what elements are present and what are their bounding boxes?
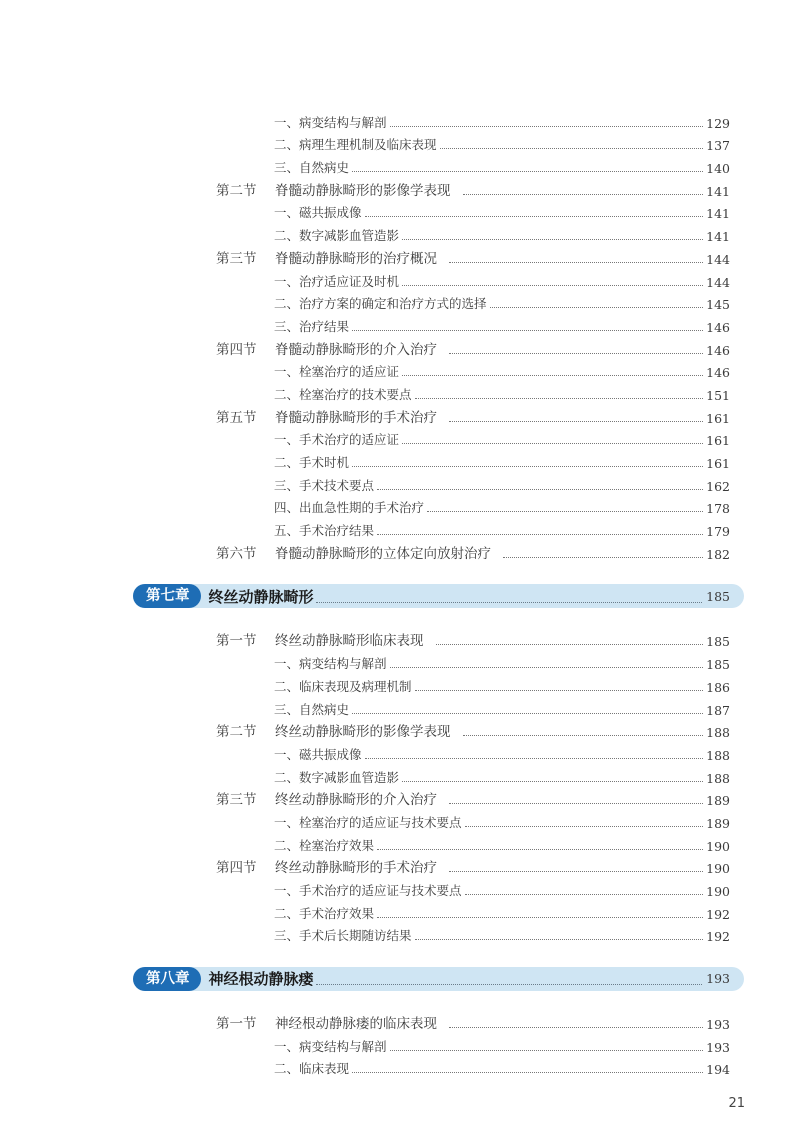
subsection-entry [0,899,800,922]
section-label [216,338,437,358]
subsection-title: 三、自然病史 [274,701,350,717]
subsection-title: 二、栓塞治疗的技术要点 [274,386,412,402]
subsection-title: 二、临床表现 [274,1061,350,1077]
subsection-title: 二、手术治疗效果 [274,905,375,921]
subsection-entry [0,1032,800,1055]
chapter-bar [133,584,744,608]
section-title: 神经根动静脉瘘的临床表现 [275,1016,437,1033]
subsection-page-number: 192 [706,929,730,945]
dot-leader [449,421,703,422]
subsection-page-number: 161 [706,433,730,449]
section-page-number: 185 [706,634,730,650]
subsection-page-number: 188 [706,770,730,786]
subsection-page-number: 186 [706,679,730,695]
subsection-page-number: 179 [706,524,730,540]
section-entry [0,1009,800,1032]
subsection-entry [0,290,800,313]
dot-leader [352,1072,703,1073]
section-label [216,247,437,267]
subsection-title: 二、病理生理机制及临床表现 [274,137,437,153]
dot-leader [377,917,703,918]
subsection-page-number: 187 [706,702,730,718]
section-title: 终丝动静脉畸形的手术治疗 [275,860,437,877]
dot-leader [415,939,703,940]
dot-leader [352,171,703,172]
subsection-entry [0,695,800,718]
subsection-title: 一、手术治疗的适应证与技术要点 [274,883,462,898]
subsection-page-number: 146 [706,319,730,335]
dot-leader [465,894,703,895]
chapter-entry [0,570,800,623]
subsection-title: 三、手术后长期随访结果 [274,928,412,944]
subsection-title: 二、手术时机 [274,455,350,470]
subsection-title: 一、栓塞治疗的适应证与技术要点 [274,814,462,830]
section-page-number: 193 [706,1017,730,1033]
section-label [216,542,491,562]
subsection-page-number: 141 [706,206,730,222]
section-title: 脊髓动静脉畸形的影像学表现 [275,182,451,199]
section-page-number: 141 [706,183,730,199]
section-title: 脊髓动静脉畸形的手术治疗 [275,409,437,426]
chapter-title: 终丝动静脉畸形 [208,587,314,606]
subsection-entry [0,876,800,899]
section-number: 第四节 [216,860,257,877]
subsection-title: 二、数字减影血管造影 [274,769,400,785]
dot-leader [402,781,703,782]
subsection-page-number: 145 [706,297,730,313]
subsection-entry [0,108,800,131]
section-number: 第三节 [216,792,257,809]
subsection-title: 一、磁共振成像 [274,205,362,221]
subsection-page-number: 189 [706,815,730,831]
dot-leader [352,330,703,331]
dot-leader [352,713,703,714]
section-page-number: 190 [706,861,730,877]
chapter-bar [133,967,744,991]
subsection-page-number: 193 [706,1039,730,1055]
section-label [216,1012,437,1032]
subsection-page-number: 190 [706,884,730,899]
dot-leader [377,489,703,490]
section-entry [0,335,800,358]
section-label [216,406,437,426]
section-title: 终丝动静脉畸形临床表现 [275,633,424,650]
section-entry [0,176,800,199]
dot-leader [316,972,703,985]
subsection-page-number: 141 [706,229,730,245]
dot-leader [377,849,703,850]
section-page-number: 189 [706,793,730,809]
section-page-number: 146 [706,342,730,358]
subsection-title: 二、数字减影血管造影 [274,228,400,244]
subsection-title: 五、手术治疗结果 [274,523,375,539]
subsection-entry [0,763,800,786]
section-label [216,720,451,740]
subsection-page-number: 129 [706,115,730,131]
dot-leader [427,511,703,512]
dot-leader [465,826,703,827]
subsection-title: 一、病变结构与解剖 [274,1038,387,1054]
dot-leader [490,307,703,308]
dot-leader [390,667,703,668]
dot-leader [463,194,704,195]
subsection-page-number: 137 [706,138,730,154]
dot-leader [415,398,703,399]
section-label [216,179,451,199]
subsection-entry [0,516,800,539]
subsection-entry [0,494,800,517]
section-title: 终丝动静脉畸形的影像学表现 [275,724,451,741]
subsection-page-number: 185 [706,657,730,673]
chapter-entry [0,952,800,1005]
subsection-entry [0,153,800,176]
table-of-contents [0,108,800,1077]
subsection-title: 一、病变结构与解剖 [274,114,387,130]
dot-leader [402,285,703,286]
subsection-title: 一、治疗适应证及时机 [274,273,400,289]
dot-leader [449,803,703,804]
subsection-page-number: 188 [706,747,730,763]
subsection-entry [0,740,800,763]
section-number: 第一节 [216,1016,257,1033]
section-label [216,788,437,808]
section-title: 脊髓动静脉畸形的介入治疗 [275,341,437,358]
subsection-title: 二、栓塞治疗效果 [274,837,375,853]
dot-leader [365,758,703,759]
subsection-title: 二、临床表现及病理机制 [274,678,412,694]
dot-leader [440,148,703,149]
subsection-title: 一、磁共振成像 [274,746,362,762]
subsection-page-number: 190 [706,838,730,854]
subsection-page-number: 192 [706,906,730,922]
section-title: 终丝动静脉畸形的介入治疗 [275,792,437,809]
dot-leader [503,557,703,558]
dot-leader [377,534,703,535]
page-number: 21 [728,1096,745,1111]
section-entry [0,718,800,741]
chapter-number-badge: 第七章 [133,584,201,608]
subsection-entry [0,808,800,831]
section-label [216,629,424,649]
subsection-title: 三、手术技术要点 [274,477,375,493]
section-entry [0,244,800,267]
dot-leader [352,466,703,467]
subsection-page-number: 146 [706,365,730,381]
section-entry [0,786,800,809]
subsection-page-number: 140 [706,161,730,177]
subsection-page-number: 194 [706,1062,730,1078]
section-page-number: 188 [706,725,730,741]
section-entry [0,403,800,426]
dot-leader [415,690,703,691]
section-title: 脊髓动静脉畸形的治疗概况 [275,250,437,267]
subsection-page-number: 144 [706,274,730,290]
subsection-entry [0,221,800,244]
dot-leader [449,871,703,872]
subsection-entry [0,199,800,222]
section-number: 第四节 [216,341,257,358]
subsection-entry [0,672,800,695]
dot-leader [463,735,704,736]
subsection-entry [0,831,800,854]
section-number: 第一节 [216,633,257,650]
section-page-number: 161 [706,410,730,426]
chapter-number-badge: 第八章 [133,967,201,991]
subsection-entry [0,922,800,945]
subsection-entry [0,1055,800,1078]
section-entry [0,627,800,650]
section-number: 第三节 [216,250,257,267]
subsection-entry [0,131,800,154]
subsection-title: 一、栓塞治疗的适应证 [274,364,400,380]
dot-leader [402,375,703,376]
dot-leader [449,262,703,263]
section-number: 第六节 [216,545,257,562]
dot-leader [390,126,703,127]
dot-leader [449,1027,703,1028]
chapter-title: 神经根动静脉瘘 [208,970,314,989]
subsection-entry [0,380,800,403]
subsection-title: 二、治疗方案的确定和治疗方式的选择 [274,296,487,312]
section-title: 脊髓动静脉畸形的立体定向放射治疗 [275,545,491,562]
dot-leader [402,239,703,240]
dot-leader [365,216,703,217]
section-page-number: 144 [706,251,730,267]
chapter-page-number: 193 [706,971,730,987]
dot-leader [449,353,703,354]
subsection-entry [0,649,800,672]
subsection-page-number: 161 [706,456,730,471]
section-number: 第二节 [216,182,257,199]
subsection-title: 三、治疗结果 [274,318,350,334]
subsection-entry [0,426,800,449]
subsection-title: 四、出血急性期的手术治疗 [274,500,425,516]
section-entry [0,854,800,877]
subsection-entry [0,471,800,494]
section-number: 第五节 [216,409,257,426]
subsection-entry [0,448,800,471]
dot-leader [390,1050,703,1051]
subsection-title: 一、病变结构与解剖 [274,656,387,672]
subsection-entry [0,312,800,335]
subsection-entry [0,358,800,381]
section-number: 第二节 [216,724,257,741]
section-page-number: 182 [706,546,730,562]
subsection-page-number: 178 [706,501,730,517]
dot-leader [402,443,703,444]
subsection-page-number: 162 [706,478,730,494]
chapter-page-number: 185 [706,588,730,604]
subsection-entry [0,267,800,290]
subsection-title: 一、手术治疗的适应证 [274,432,400,448]
subsection-page-number: 151 [706,387,730,403]
dot-leader [436,644,704,645]
dot-leader [316,590,703,603]
subsection-title: 三、自然病史 [274,160,350,176]
section-entry [0,539,800,562]
section-label [216,856,437,876]
